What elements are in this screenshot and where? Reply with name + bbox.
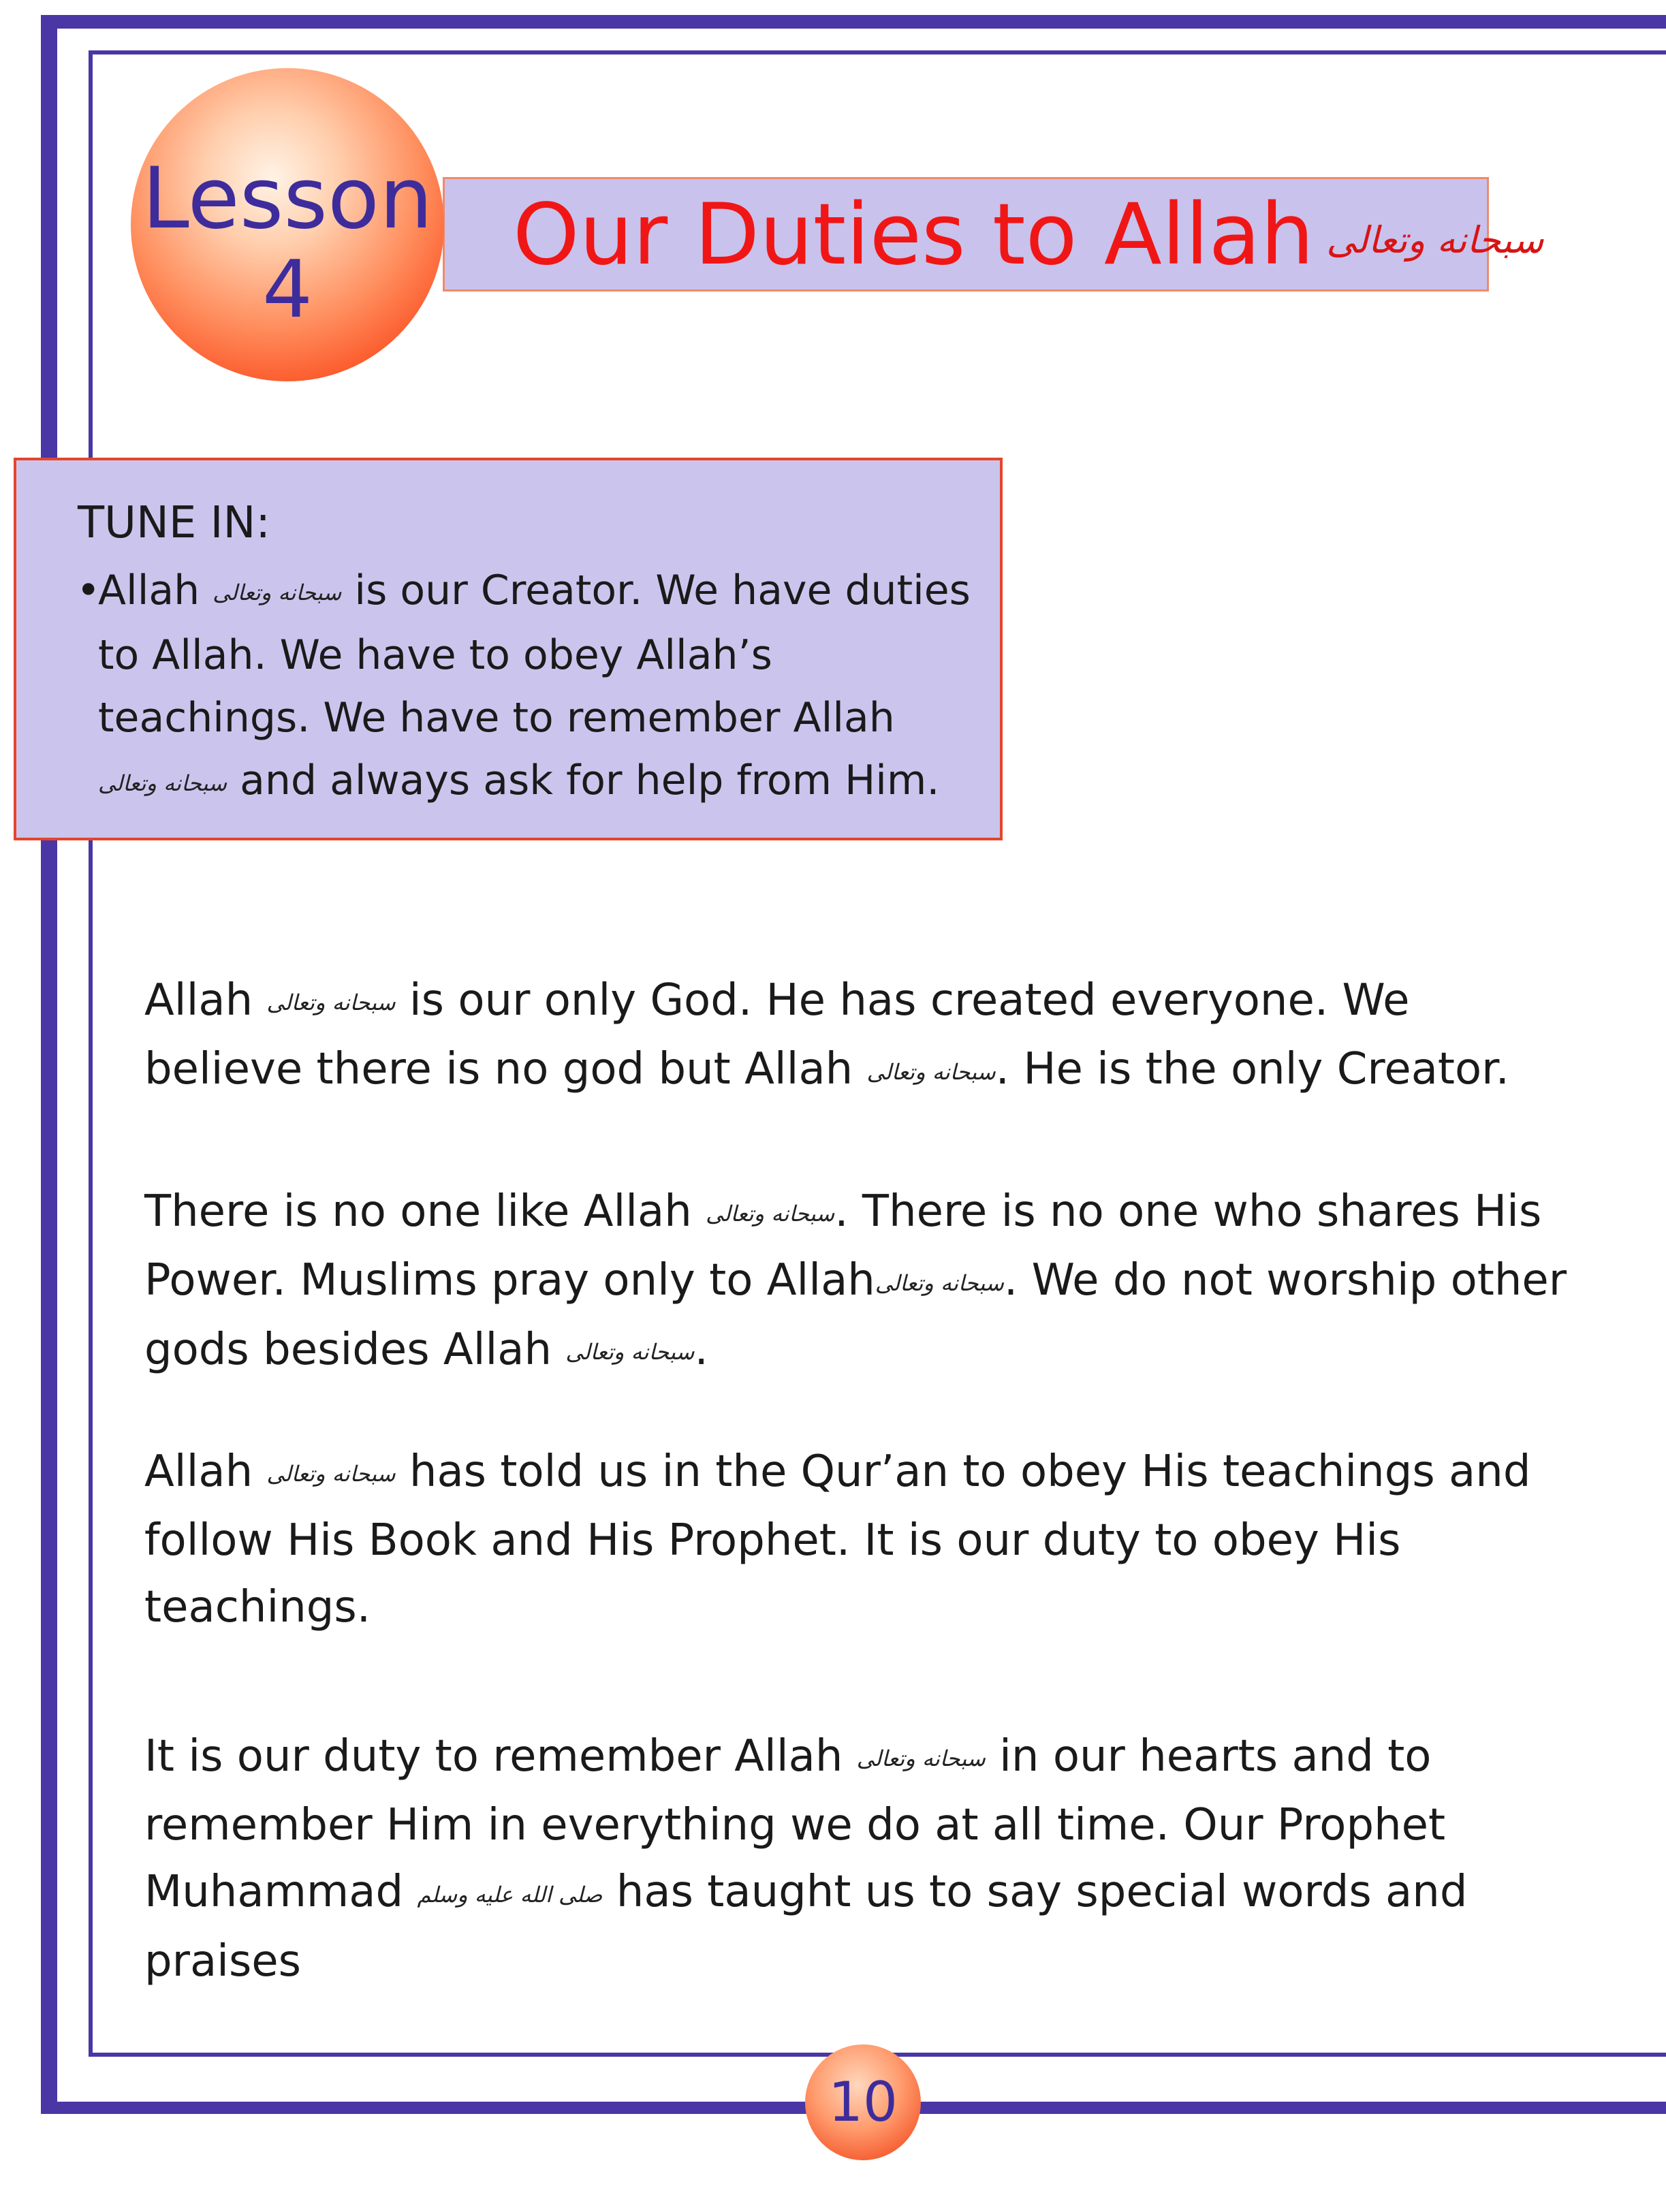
frame-top-thin xyxy=(89,50,1666,54)
paragraph-text: There is no one like Allah xyxy=(144,1186,692,1237)
page-number: 10 xyxy=(805,2044,921,2160)
honorific-glyph: سبحانه وتعالى xyxy=(866,1058,996,1085)
paragraph-text: is our only God. He has created everyone. We believe there is no god but Allah xyxy=(144,975,1410,1095)
bullet-marker: • xyxy=(76,567,101,614)
honorific-glyph: سبحانه وتعالى xyxy=(875,1269,1004,1296)
lesson-badge xyxy=(131,68,444,381)
tune-in-seg2: is our Creator. We have duties to Allah. We have to obey Allah’s teachings. We have to remember Allah xyxy=(98,567,971,742)
paragraph-3 xyxy=(144,1438,1568,1641)
frame-left-thick xyxy=(41,15,57,2114)
lesson-label: Lesson xyxy=(142,150,433,248)
honorific-glyph: سبحانه وتعالى xyxy=(266,1461,396,1487)
tune-in-seg1: Allah xyxy=(98,567,200,614)
tune-in-heading: TUNE IN: xyxy=(78,498,270,548)
paragraph-text: has taught us to say special words and praises xyxy=(144,1867,1468,1987)
title-text: Our Duties to Allah xyxy=(513,186,1315,284)
title-band xyxy=(443,177,1544,291)
honorific-glyph: سبحانه وتعالى xyxy=(706,1201,835,1227)
honorific-glyph: سبحانه وتعالى xyxy=(1326,219,1544,262)
tune-in-box xyxy=(14,458,1003,840)
frame-top-thick xyxy=(41,15,1666,29)
honorific-glyph: سبحانه وتعالى xyxy=(565,1339,695,1365)
honorific-glyph: سبحانه وتعالى xyxy=(213,580,342,606)
paragraph-text: It is our duty to remember Allah xyxy=(144,1731,843,1782)
paragraph-text: Allah xyxy=(144,975,253,1026)
honorific-glyph: سبحانه وتعالى xyxy=(266,990,396,1016)
page-title xyxy=(513,186,1544,284)
paragraph-text: . There is no one who shares His Power. Muslims pray only to Allah xyxy=(144,1186,1542,1306)
paragraph-2 xyxy=(144,1178,1568,1385)
paragraph-text: . We do not worship other gods besides Allah xyxy=(144,1255,1567,1375)
paragraph-text: . xyxy=(694,1324,708,1375)
paragraph-1 xyxy=(144,967,1568,1105)
honorific-glyph: سبحانه وتعالى xyxy=(98,770,227,796)
tune-in-text xyxy=(98,559,977,815)
paragraph-text: Allah xyxy=(144,1447,253,1497)
paragraph-text: . He is the only Creator. xyxy=(995,1044,1509,1095)
paragraph-text: has told us in the Qur’an to obey His teachings and follow His Book and His Prophet. It is our duty to obey His teachings. xyxy=(144,1447,1531,1633)
salutation-glyph: صلى الله عليه وسلم xyxy=(417,1881,603,1908)
frame-left-thin xyxy=(89,50,93,2057)
lesson-number: 4 xyxy=(262,244,313,336)
paragraph-4 xyxy=(144,1723,1568,1995)
honorific-glyph: سبحانه وتعالى xyxy=(856,1745,986,1772)
tune-in-seg3: and always ask for help from Him. xyxy=(240,757,940,805)
paragraph-text: in our hearts and to remember Him in everything we do at all time. Our Prophet Muhammad xyxy=(144,1731,1446,1918)
